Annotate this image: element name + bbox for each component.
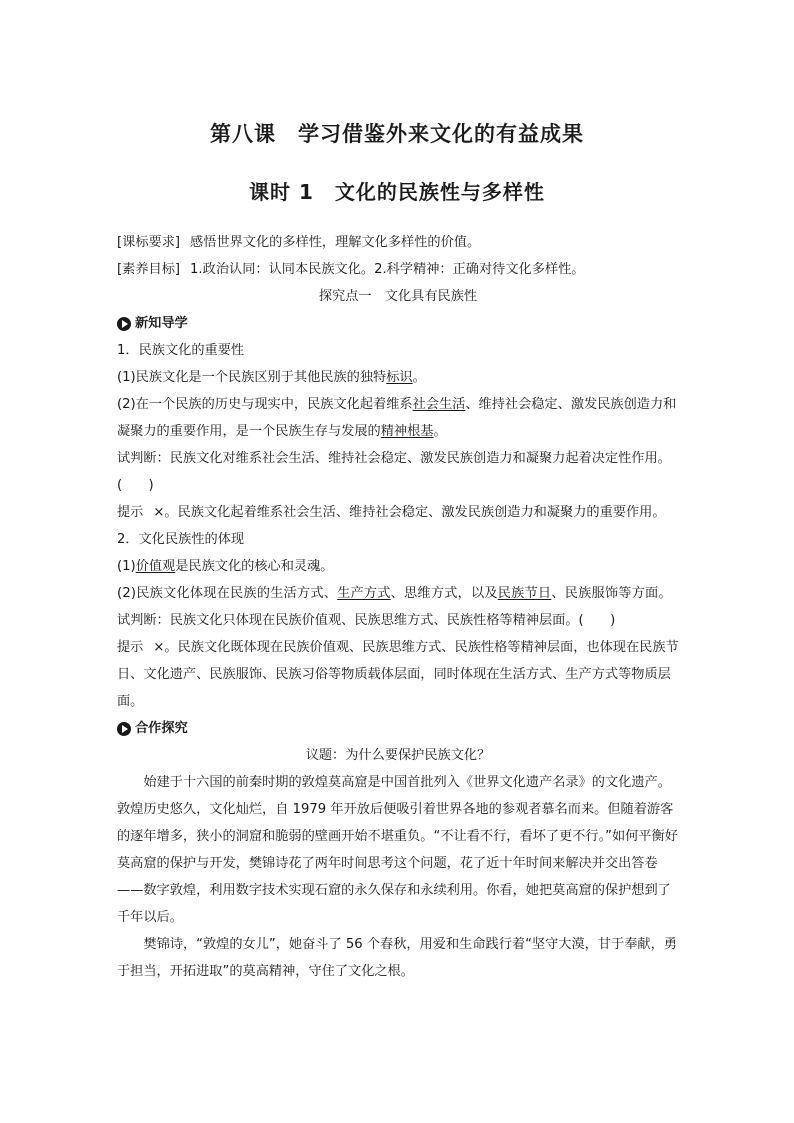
- document-body: [117, 229, 679, 985]
- goal-tag: [素养目标]: [117, 262, 181, 277]
- inquiry-point-title: 探究点一 文化具有民族性: [318, 289, 478, 304]
- play-circle-icon: [117, 722, 131, 736]
- section-heading-cooperative-inquiry: [117, 715, 679, 742]
- item2-judge: 试判断：民族文化只体现在民族价值观、民族思维方式、民族性格等精神层面。( ): [117, 613, 616, 628]
- hint-tag: 提示: [117, 640, 144, 655]
- text-run: (1): [117, 559, 136, 574]
- underlined-term: 标识: [386, 370, 413, 385]
- standard-tag: [课标要求]: [117, 235, 181, 250]
- curriculum-standard: [117, 229, 679, 256]
- lesson-title: 第八课 学习借鉴外来文化的有益成果: [210, 122, 584, 146]
- section-heading-text: 新知导学: [135, 316, 188, 331]
- hint-text: ×。民族文化起着维系社会生活、维持社会稳定、激发民族创造力和凝聚力的重要作用。: [153, 505, 666, 520]
- item1-judge: 试判断：民族文化对维系社会生活、维持社会稳定、激发民族创造力和凝聚力起着决定性作用。( ): [117, 451, 671, 493]
- play-circle-icon: [117, 317, 131, 331]
- section-heading-new-knowledge: [117, 310, 679, 337]
- material-paragraph-2: 樊锦诗，“敦煌的女儿”，她奋斗了 56 个春秋，用爱和生命践行着“坚守大漠，甘于奉献，勇于担当，开拓进取”的莫高精神，守住了文化之根。: [117, 937, 677, 979]
- underlined-term: 社会生活: [412, 397, 466, 412]
- underlined-term: 精神根基: [380, 424, 434, 439]
- material-paragraph-1: 始建于十六国的前秦时期的敦煌莫高窟是中国首批列入《世界文化遗产名录》的文化遗产。敦煌历史悠久，文化灿烂，自 1979 年开放后便吸引着世界各地的参观者慕名而来。但随着游客的逐年增多，狭小的洞窟和脆弱的壁画开始不堪重负。“不让看不行，看坏了更不行。”如何平衡好莫高窟的保护与开发，樊锦诗花了两年时间思考这个问题，花了近十年时间来解决并交出答卷——数字敦煌，利用数字技术实现石窟的永久保存和永续利用。你看，她把莫高窟的保护想到了千年以后。: [117, 775, 678, 925]
- hint-text: ×。民族文化既体现在民族价值观、民族思维方式、民族性格等精神层面，也体现在民族节日、文化遗产、民族服饰、民族习俗等物质载体层面，同时体现在生活方式、生产方式等物质层面。: [117, 640, 679, 709]
- goal-text: 1.政治认同：认同本民族文化。2.科学精神：正确对待文化多样性。: [190, 262, 585, 277]
- text-run: (1)民族文化是一个民族区别于其他民族的独特: [117, 370, 387, 385]
- literacy-goal: [117, 256, 679, 283]
- text-run: 是民族文化的核心和灵魂。: [175, 559, 334, 574]
- underlined-term: 民族节日: [497, 586, 552, 601]
- text-run: 。: [412, 370, 426, 385]
- text-run: 。: [433, 424, 447, 439]
- item1-line2: [117, 391, 679, 445]
- text-run: (2)民族文化体现在民族的生活方式、: [117, 586, 338, 601]
- item2-line2: [117, 580, 679, 607]
- section-heading-text: 合作探究: [135, 721, 188, 736]
- lesson-subtitle: 课时 1 文化的民族性与多样性: [249, 180, 545, 204]
- underlined-term: 生产方式: [337, 586, 391, 601]
- item1-title: 1．民族文化的重要性: [117, 343, 245, 358]
- standard-text: 感悟世界文化的多样性，理解文化多样性的价值。: [190, 235, 481, 250]
- text-run: (2)在一个民族的历史与现实中，民族文化起着维系: [117, 397, 413, 412]
- topic-question: 议题：为什么要保护民族文化？: [305, 748, 491, 763]
- item2-title: 2．文化民族性的体现: [117, 532, 245, 547]
- text-run: 、维持社会稳定、激发民族创造力和凝聚力的重要作用，是一个民族生存与发展的: [117, 397, 677, 439]
- item2-line1: [117, 553, 679, 580]
- item1-hint: [117, 499, 679, 526]
- text-run: 、思维方式，以及: [390, 586, 498, 601]
- text-run: 、民族服饰等方面。: [551, 586, 672, 601]
- item1-line1: [117, 364, 679, 391]
- item2-hint: [117, 634, 679, 715]
- hint-tag: 提示: [117, 505, 144, 520]
- underlined-term: 价值观: [135, 559, 176, 574]
